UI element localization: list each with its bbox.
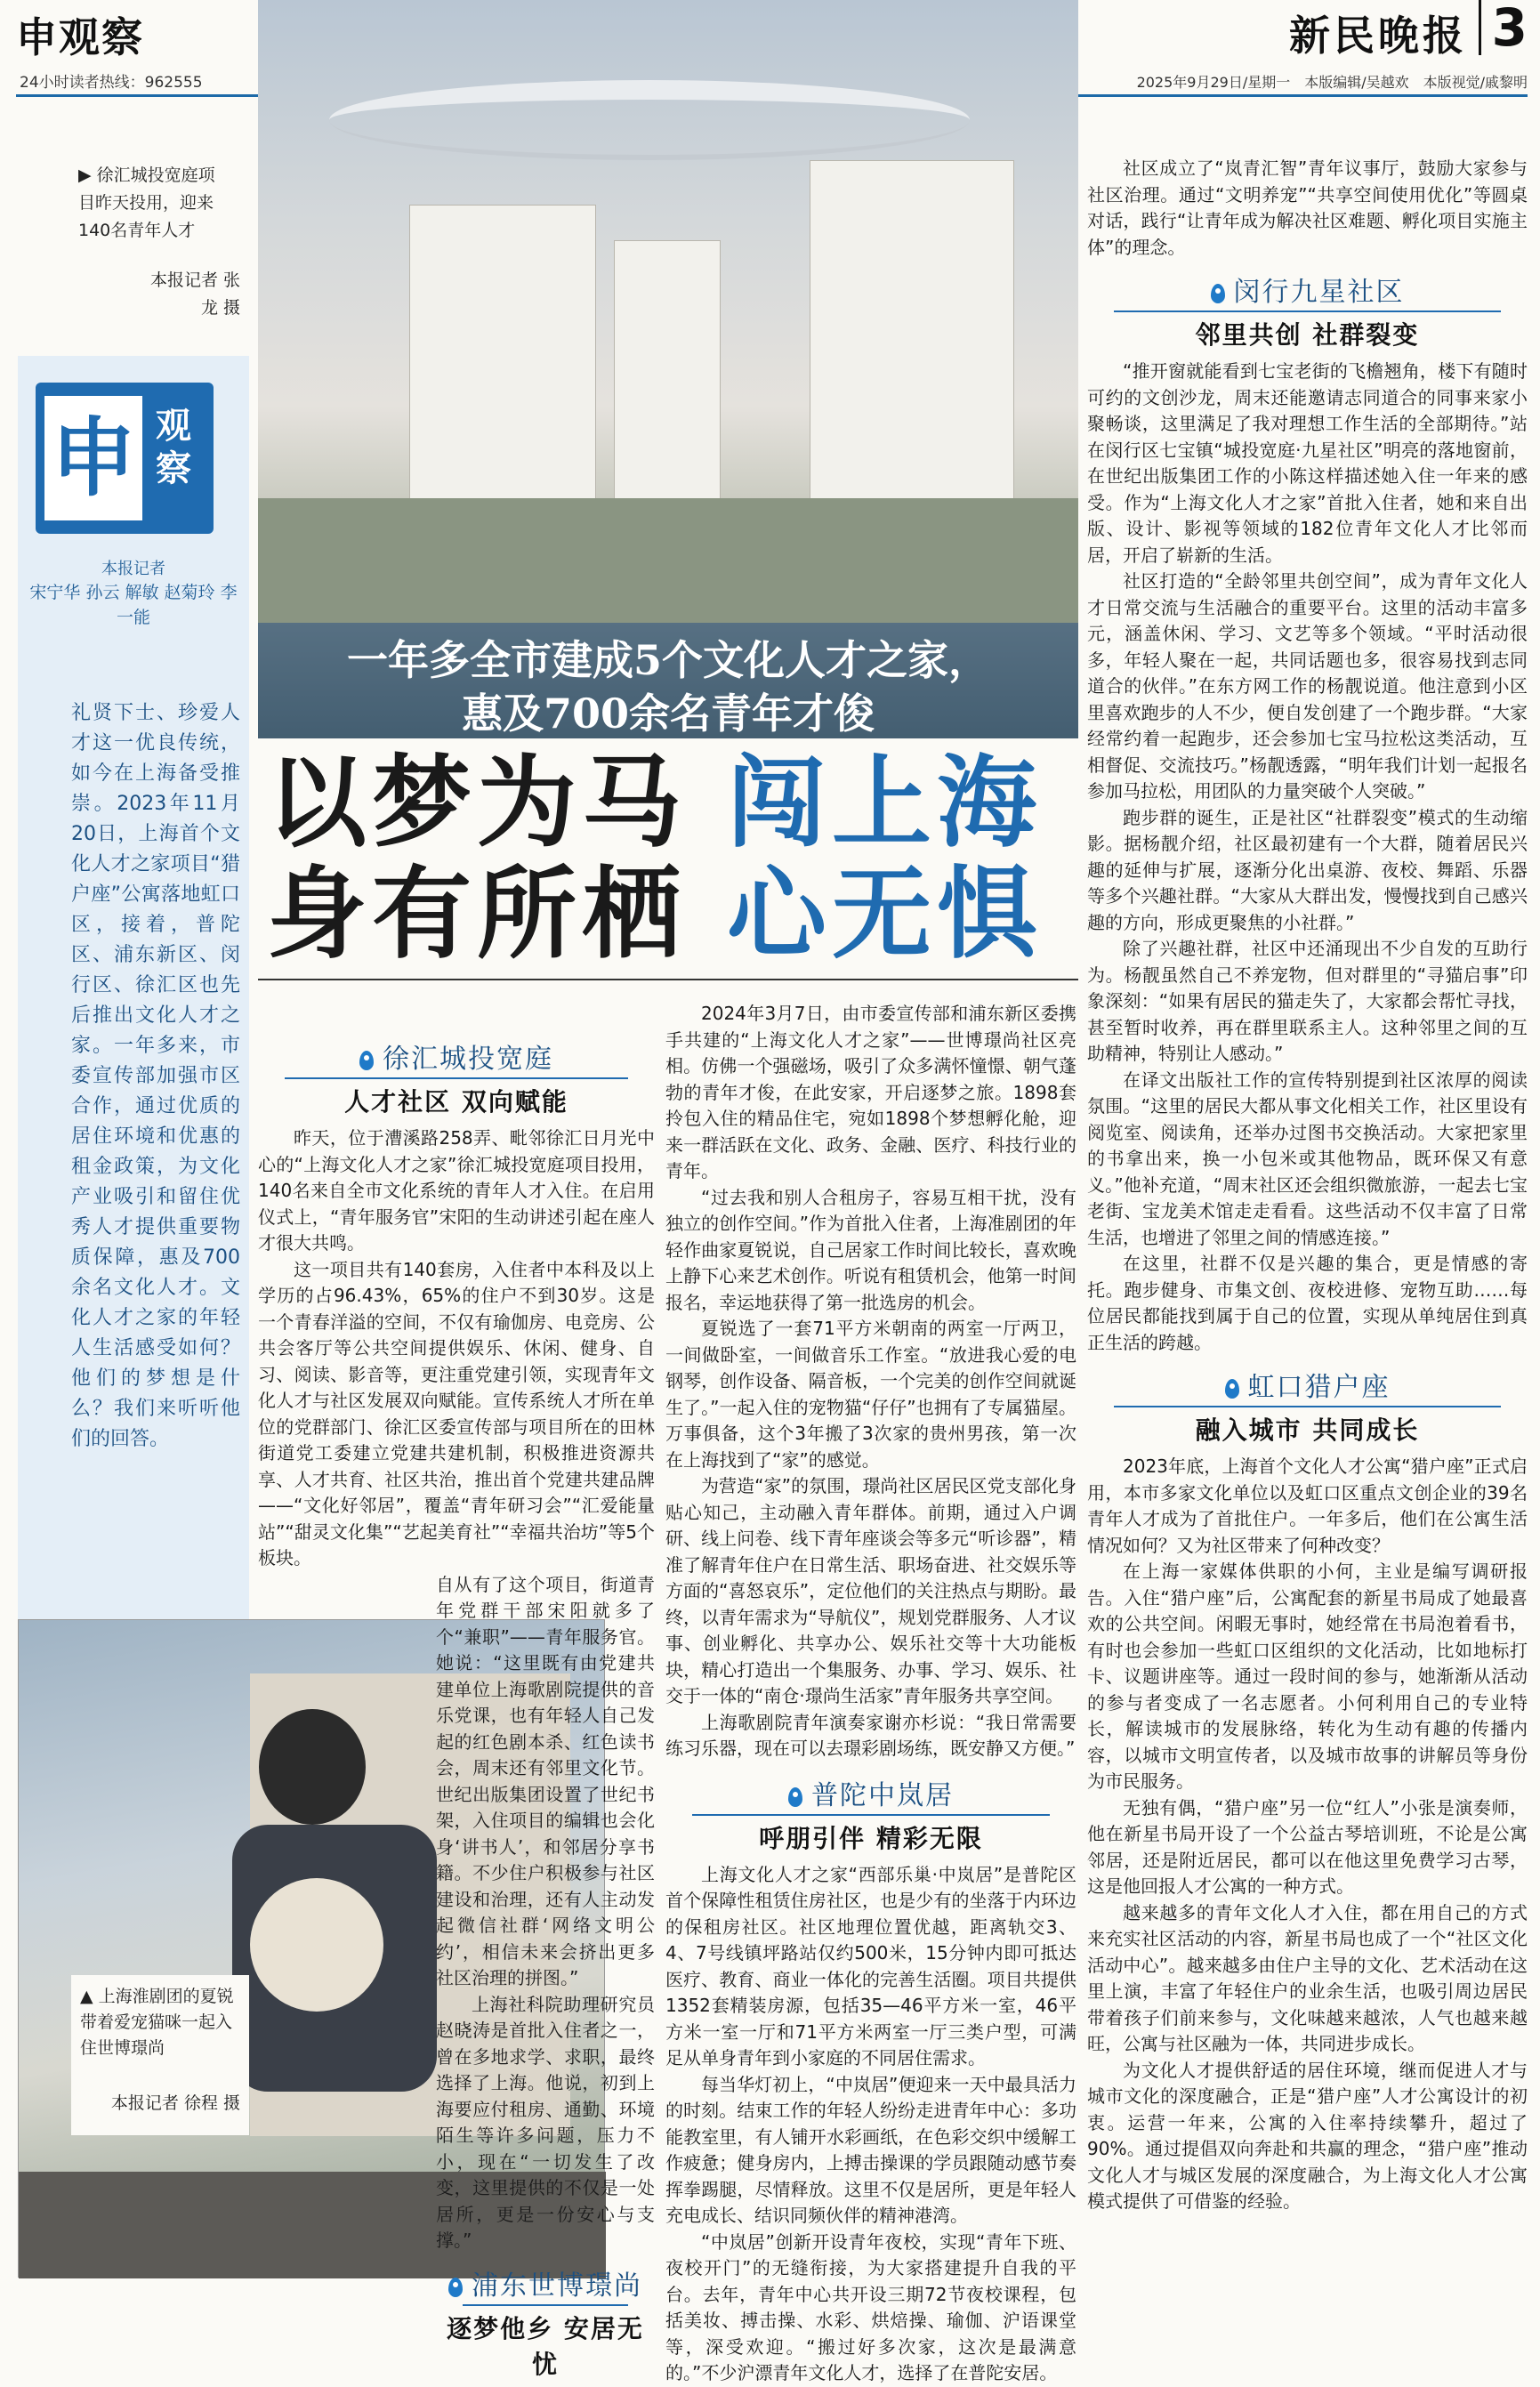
headline-line1-a: 以梦为马	[267, 745, 687, 861]
location-pin-icon	[448, 2278, 463, 2297]
column-c	[1087, 156, 1528, 2278]
headline-line1-b: 闯上海	[727, 745, 1042, 861]
section-minhang-p4: 除了兴趣社群，社区中还涌现出不少自发的互助行为。杨靓虽然自己不养宠物，但对群里的“寻猫启事”印象深刻：“如果有居民的猫走失了，大家都会帮忙寻找，甚至暂时收养，再在群里联系主人。这种邻里之间的互助精神，特别让人感动。”	[1087, 938, 1528, 1064]
column-logo-guan: 观察	[156, 405, 191, 489]
section-pudong-p1: 2024年3月7日，由市委宣传部和浦东新区委携手共建的“上海文化人才之家”——世博璟尚社区亮相。仿佛一个强磁场，吸引了众多满怀憧憬、朝气蓬勃的青年才俊，在此安家，开启逐梦之旅。1898套拎包入住的精品住宅，宛如1898个梦想孵化舱，迎来一群活跃在文化、政务、金融、医疗、科技行业的青年。	[665, 1003, 1076, 1181]
section-hongkou-title: 虹口猎户座	[1247, 1372, 1391, 1403]
headline-line2	[267, 856, 1042, 972]
location-pin-icon	[359, 1051, 374, 1070]
page-number: 3	[1479, 0, 1528, 55]
column-a	[258, 1036, 655, 2379]
headline-line2-b: 心无惧	[727, 856, 1042, 972]
section-pudong-title: 浦东世博璟尚	[472, 2270, 642, 2302]
subheadline-line1: 一年多全市建成5个文化人才之家，	[346, 636, 989, 684]
photo1-credit: 本报记者 张龙 摄	[149, 270, 240, 318]
location-pin-icon	[788, 1787, 802, 1807]
reader-hotline: 24小时读者热线：962555	[20, 74, 203, 92]
section-minhang-p6: 在这里，社群不仅是兴趣的集合，更是情感的寄托。跑步健身、市集文创、夜校进修、宠物互助……每位居民都能找到属于自己的位置，实现从单纯居住到真正生活的跨越。	[1087, 1253, 1528, 1353]
section-putuo-subtitle: 呼朋引伴 精彩无限	[759, 1823, 983, 1853]
headline-line1	[267, 747, 1042, 859]
headline-rule	[258, 979, 1078, 980]
section-minhang-title: 闵行九星社区	[1233, 277, 1405, 308]
section-minhang-p3: 跑步群的诞生，正是社区“社群裂变”模式的生动缩影。据杨靓介绍，社区最初建有一个大群，随着居民兴趣的延伸与扩展，逐渐分化出桌游、夜校、舞蹈、乐器等多个兴趣社群。“大家从大群出发，慢慢找到自己感兴趣的方向，形成更聚焦的小社群。”	[1087, 806, 1528, 933]
section-minhang-head	[1087, 270, 1528, 351]
section-putuo-p3: “中岚居”创新开设青年夜校，实现“青年下班、夜校开门”的无缝衔接，为大家搭建提升自我的平台。去年，青年中心共开设三期72节夜校课程，包括美妆、搏击操、水彩、烘焙操、瑜伽、沪语课堂等，深受欢迎。“搬过好多次家，这次是最满意的。”不少沪漂青年文化人才，选择了在普陀安居。	[665, 2230, 1076, 2383]
intro-text: 礼贤下士、珍爱人才这一优良传统，如今在上海备受推崇。2023年11月20日，上海首个文化人才之家项目“猎户座”公寓落地虹口区，接着，普陀区、浦东新区、闵行区、徐汇区也先后推出文化人才之家。一年多来，市委宣传部加强市区合作，通过优质的居住环境和优惠的租金政策，为文化产业吸引和留住优秀人才提供重要物质保障，惠及700余名文化人才。文化人才之家的年轻人生活感受如何？他们的梦想是什么？我们来听听他们的回答。	[71, 702, 240, 1450]
section-hongkou-p5: 为文化人才提供舒适的居住环境，继而促进人才与城市文化的深度融合，正是“猎户座”人才公寓设计的初衷。运营一年来，公寓的入住率持续攀升，超过了90%。通过提倡双向奔赴和共赢的理念，“猎户座”推动文化人才与城区发展的深度融合，为上海文化人才公寓模式提供了可借鉴的经验。	[1087, 2059, 1528, 2212]
section-hongkou-p4: 越来越多的青年文化人才入住，都在用自己的方式来充实社区活动的内容，新星书局也成了一个“社区文化活动中心”。越来越多由住户主导的文化、艺术活动在这里上演，丰富了年轻住户的业余生活，也吸引周边居民带着孩子们前来参与，文化味越来越浓，人气也越来越旺，公寓与社区融为一体，共同进步成长。	[1087, 1901, 1528, 2054]
header-rule-right	[1078, 94, 1528, 97]
section-pudong-subtitle: 逐梦他乡 安居无忧	[447, 2313, 644, 2379]
date-line: 2025年9月29日/星期一 本版编辑/吴越欢 本版视觉/戚黎明	[1136, 74, 1528, 91]
section-minhang-p1: “推开窗就能看到七宝老街的飞檐翘角，楼下有随时可约的文创沙龙，周末还能邀请志同道合的同事来家小聚畅谈，这里满足了我对理想工作生活的全部期待。”站在闵行区七宝镇“城投宽庭·九星社区”明亮的落地窗前，在世纪出版集团工作的小陈这样描述她入住一年来的感受。作为“上海文化人才之家”首批入住者，她和来自出版、设计、影视等领域的182位青年文化人才比邻而居，开启了崭新的生活。	[1087, 360, 1528, 566]
photo1-caption: ▶ 徐汇城投宽庭项目昨天投用，迎来140名青年人才	[78, 165, 215, 240]
section-pudong-head	[436, 2263, 655, 2381]
location-pin-icon	[1225, 1379, 1239, 1399]
section-hongkou-p1: 2023年底，上海首个文化人才公寓“猎户座”正式启用，本市多家文化单位以及虹口区重点文创企业的39名青年人才成为了首批住户。一年多后，他们在公寓生活情况如何？又为社区带来了何种改变？	[1087, 1456, 1528, 1556]
reporters-label: 本报记者	[101, 560, 165, 578]
section-putuo-p2: 每当华灯初上，“中岚居”便迎来一天中最具活力的时刻。结束工作的年轻人纷纷走进青年中心：多功能教室里，有人铺开水彩画纸，在色彩交织中缓解工作疲惫；健身房内，上搏击操课的学员跟随动感节奏挥拳踢腿，尽情释放。这里不仅是居所，更是年轻人充电成长、结识同频伙伴的精神港湾。	[665, 2073, 1076, 2226]
section-xuhui-p2: 这一项目共有140套房，入住者中本科及以上学历的占96.43%，65%的住户不到30岁。这是一个青春洋溢的空间，不仅有瑜伽房、电竞房、公共会客厅等公共空间提供娱乐、休闲、健身、自习、阅读、影音等，更注重党建引领，实现青年文化人才与社区发展双向赋能。宣传系统人才所在单位的党群部门、徐汇区委宣传部与项目所在的田林街道党工委建立党建共建机制，积极推进资源共享、人才共育、社区共治，推出首个党建共建品牌——“文化好邻居”，覆盖“青年研习会”“汇爱能量站”“甜灵文化集”“艺起美育社”“幸福共治坊”等5个板块。	[258, 1258, 655, 1568]
section-xuhui-p1: 昨天，位于漕溪路258弄、毗邻徐汇日月光中心的“上海文化人才之家”徐汇城投宽庭项目投用，140名来自全市文化系统的青年人才入住。在启用仪式上，“青年服务官”宋阳的生动讲述引起在座人才很大共鸣。	[258, 1127, 655, 1254]
photo2-credit: 本报记者 徐程 摄	[110, 2093, 240, 2113]
section-pudong-p4: 为营造“家”的氛围，璟尚社区居民区党支部化身贴心知己，主动融入青年群体。前期，通过入户调研、线上问卷、线下青年座谈会等多元“听诊器”，精准了解青年住户在日常生活、职场奋进、社交娱乐等方面的“喜怒哀乐”，定位他们的关注热点与期盼。最终，以青年需求为“导航仪”，规划党群服务、人才议事、创业孵化、共享办公、娱乐社交等十大功能板块，精心打造出一个集服务、办事、学习、娱乐、社交于一体的“南仓·璟尚生活家”青年服务共享空间。	[665, 1475, 1076, 1706]
section-xuhui-subtitle: 人才社区 双向赋能	[344, 1087, 568, 1117]
subheadline-line2: 惠及700余名青年才俊	[461, 689, 875, 738]
section-hongkou-p2: 在上海一家媒体供职的小何，主业是编写调研报告。入住“猎户座”后，公寓配套的新星书局成了她最喜欢的公共空间。闲暇无事时，她经常在书局泡着看书，有时也会参加一些虹口区组织的文化活动，比如地标打卡、议题讲座等。通过一段时间的参与，她渐渐从活动的参与者变成了一名志愿者。小何利用自己的专业特长，解读城市的发展脉络，转化为生动有趣的传播内容，以城市文明宣传者，以及城市故事的讲解员等身份为市民服务。	[1087, 1560, 1528, 1792]
section-pudong-p5: 上海歌剧院青年演奏家谢亦杉说：“我日常需要练习乐器，现在可以去璟彩剧场练，既安静又方便。”	[665, 1711, 1076, 1759]
header-rule-left	[16, 94, 258, 97]
section-pudong-p2: “过去我和别人合租房子，容易互相干扰，没有独立的创作空间。”作为首批入住者，上海准剧团的年轻作曲家夏锐说，自己居家工作时间比较长，喜欢晚上静下心来艺术创作。听说有租赁机会，他第一时间报名，幸运地获得了第一批选房的机会。	[665, 1186, 1076, 1313]
section-minhang-p2: 社区打造的“全龄邻里共创空间”，成为青年文化人才日常交流与生活融合的重要平台。这里的活动丰富多元，涵盖休闲、学习、文艺等多个领域。“平时活动很多，年轻人聚在一起，共同话题也多，很容易找到志同道合的伙伴。”在东方网工作的杨靓说道。他注意到小区里喜欢跑步的人不少，便自发创建了一个跑步群。“大家经常约着一起跑步，还会参加七宝马拉松这类活动，互相督促、交流技巧。”杨靓透露，“明年我们计划一起报名参加马拉松，用团队的力量突破个人突破。”	[1087, 570, 1528, 802]
section-putuo-p1: 上海文化人才之家“西部乐巢·中岚居”是普陀区首个保障性租赁住房社区，也是少有的坐落于内环边的保租房社区。社区地理位置优越，距离轨交3、4、7号线镇坪路站仅约500米，15分钟内即可抵达医疗、教育、商业一体化的完善生活圈。项目共提供1352套精装房源，包括35—46平方米一室，46平方米一室一厅和71平方米两室一厅三类户型，可满足从单身青年到小家庭的不同居住需求。	[665, 1863, 1076, 2068]
section-hongkou-head	[1087, 1365, 1528, 1447]
section-putuo-p4: 社区成立了“岚青汇智”青年议事厅，鼓励大家参与社区治理。通过“文明养宠”“共享空间使用优化”等圆桌对话，践行“让青年成为解决社区难题、孵化项目实施主体”的理念。	[1087, 157, 1528, 258]
section-pudong-p3: 夏锐选了一套71平方米朝南的两室一厅两卫，一间做卧室，一间做音乐工作室。“放进我心爱的电钢琴，创作设备、隔音板，一个完美的创作空间就诞生了。”一起入住的宠物猫“仔仔”也拥有了专属猫屋。万事俱备，这个3年搬了3次家的贵州男孩，第一次在上海找到了“家”的感觉。	[665, 1318, 1076, 1471]
section-xuhui-head	[258, 1036, 655, 1118]
column-logo-shen: 申	[44, 396, 142, 520]
headline-line2-a: 身有所栖	[267, 856, 687, 972]
column-b	[665, 1001, 1076, 2383]
section-xuhui-p4: 上海社科院助理研究员赵晓涛是首批入住者之一，曾在多地求学、求职，最终选择了上海。他说，初到上海要应付租房、通勤、环境陌生等许多问题，压力不小，现在“一切发生了改变，这里提供的不仅是一处居所，更是一份安心与支撑。”	[436, 1993, 655, 2251]
section-putuo-title: 普陀中岚居	[811, 1779, 954, 1811]
location-pin-icon	[1211, 284, 1225, 303]
section-hongkou-subtitle: 融入城市 共同成长	[1195, 1415, 1420, 1445]
masthead: 新民晚报	[1289, 12, 1467, 60]
section-xuhui-p3: 自从有了这个项目，街道青年党群干部宋阳就多了个“兼职”——青年服务官。她说：“这里既有由党建共建单位上海歌剧院提供的音乐党课，也有年轻人自己发起的红色剧本杀、红色读书会，周末还有邻里文化节。世纪出版集团设置了世纪书架，入住项目的编辑也会化身‘讲书人’，和邻居分享书籍。不少住户积极参与社区建设和治理，还有人主动发起微信社群‘网络文明公约’，相信未来会挤出更多社区治理的拼图。”	[436, 1573, 655, 1988]
section-putuo-head	[665, 1773, 1076, 1855]
reporters-names: 宋宁华 孙云 解敏 赵菊玲 李一能	[29, 583, 238, 627]
section-xuhui-title: 徐汇城投宽庭	[383, 1044, 553, 1075]
section-title: 申观察	[16, 13, 144, 61]
section-minhang-subtitle: 邻里共创 社群裂变	[1195, 320, 1420, 350]
section-hongkou-p3: 无独有偶，“猎户座”另一位“红人”小张是演奏师，他在新星书局开设了一个公益古琴培训班，不论是公寓邻居，还是附近居民，都可以在他这里免费学习古琴，这是他回报人才公寓的一种方式。	[1087, 1796, 1528, 1897]
section-minhang-p5: 在译文出版社工作的宣传特别提到社区浓厚的阅读氛围。“这里的居民大都从事文化相关工作，社区里设有阅览室、阅读角，还举办过图书交换活动。大家把家里的书拿出来，换一小包米或其他物品，既环保又有意义。”他补充道，“周末社区还会组织微旅游，一起去七宝老街、宝龙美术馆走走看看。这些活动不仅丰富了日常生活，也增进了邻里之间的情感连接。”	[1087, 1069, 1528, 1248]
photo2-caption: ▲ 上海淮剧团的夏锐带着爱宠猫咪一起入住世博璟尚	[80, 1987, 234, 2058]
